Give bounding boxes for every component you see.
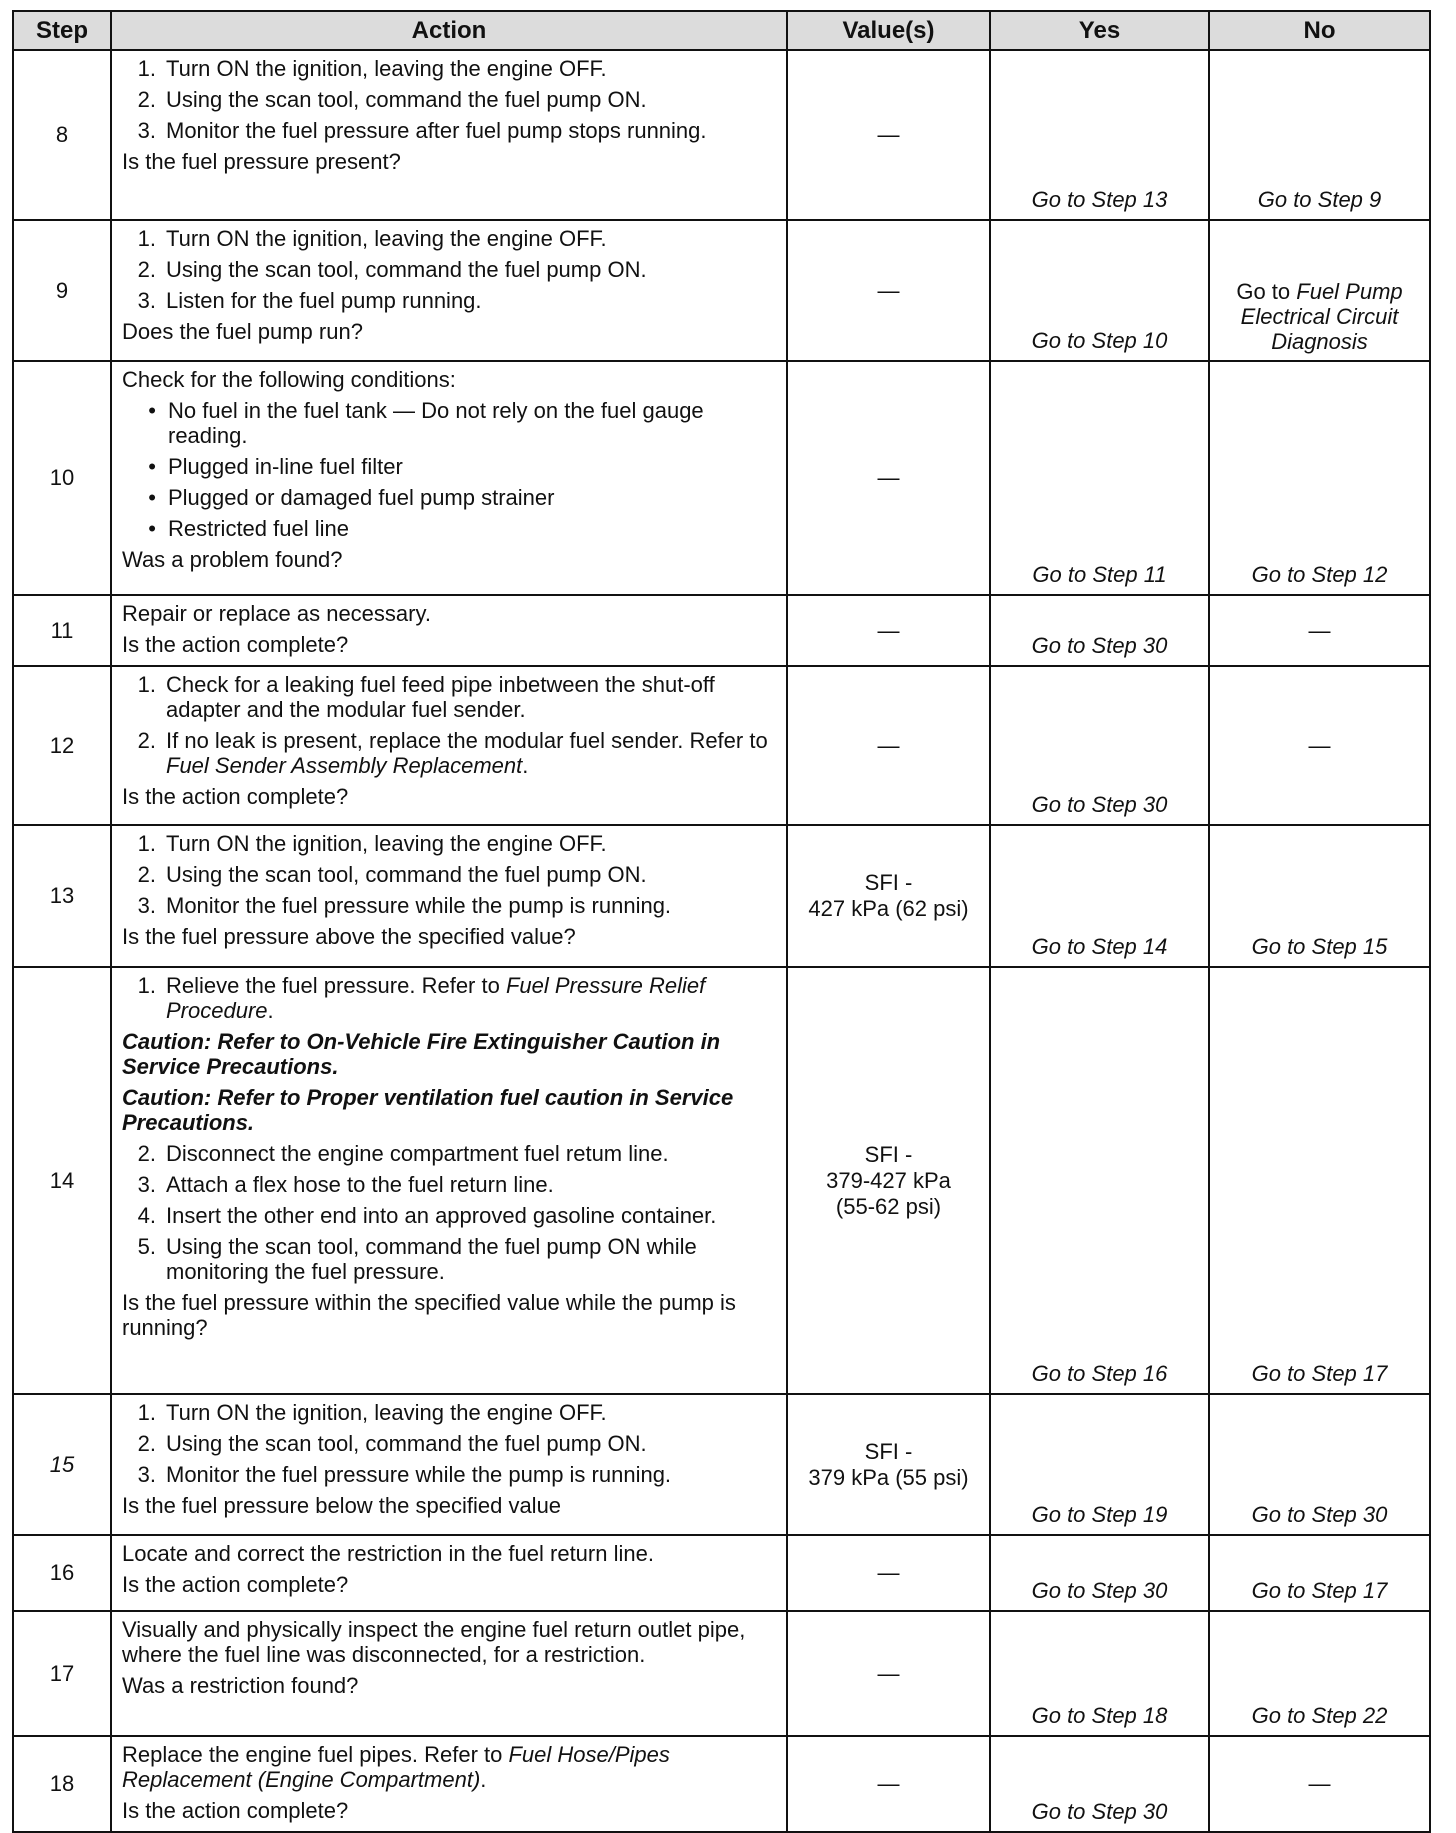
step-number: 13 <box>13 825 111 967</box>
no-link[interactable]: Go to Step 17 <box>1251 1578 1388 1603</box>
value-label: SFI - <box>864 1141 913 1167</box>
action-cell <box>111 1736 787 1832</box>
table-row <box>13 1736 1430 1832</box>
yes-link[interactable]: Go to Step 13 <box>1031 187 1168 212</box>
action-item: Turn ON the ignition, leaving the engine OFF. <box>166 226 607 251</box>
action-intro: Check for the following conditions: <box>122 367 456 392</box>
action-question: Is the action complete? <box>122 784 349 809</box>
no-cell <box>1209 825 1430 967</box>
step-number: 14 <box>13 967 111 1394</box>
header-action: Action <box>111 11 787 50</box>
yes-link[interactable]: Go to Step 30 <box>1031 1578 1168 1603</box>
action-item: Check for a leaking fuel feed pipe inbetween the shut-off adapter and the modular fuel sender. <box>166 672 715 722</box>
yes-cell <box>990 1736 1209 1832</box>
reference-link[interactable]: Fuel Sender Assembly Replacement <box>166 753 523 778</box>
action-question: Is the action complete? <box>122 632 349 657</box>
yes-cell <box>990 967 1209 1394</box>
header-row <box>13 11 1430 50</box>
value-cell: — <box>787 361 990 595</box>
header-values: Value(s) <box>787 11 990 50</box>
table-row <box>13 666 1430 825</box>
yes-cell <box>990 1394 1209 1535</box>
yes-link[interactable]: Go to Step 19 <box>1031 1502 1168 1527</box>
step-number: 15 <box>13 1394 111 1535</box>
table-row <box>13 1394 1430 1535</box>
diagnostic-table <box>12 10 1431 1833</box>
action-cell: 1. Check for a leaking fuel feed pipe inbetween the shut-off adapter and the modular fuel sender. 2. If no leak is present, replace the modular fuel sender. Refer to Fuel Sender Assembly Replacement. Is the action complete? <box>111 666 787 825</box>
yes-cell <box>990 361 1209 595</box>
value-cell: — <box>787 595 990 666</box>
no-link[interactable]: Go to Step 17 <box>1251 1361 1388 1386</box>
reference-link[interactable]: Fuel Pressure Relief Procedure <box>166 973 706 1023</box>
yes-cell <box>990 220 1209 361</box>
action-item: Disconnect the engine compartment fuel retum line. <box>166 1141 669 1166</box>
header-step: Step <box>13 11 111 50</box>
action-cell: 1. Relieve the fuel pressure. Refer to Fuel Pressure Relief Procedure. Caution: Refer to On-Vehicle Fire Extinguisher Caution in Service Precautions. Caution: Refer to Proper ventilation fuel caution in Service Precautions. 2. Disconnect the engine compartment fuel retum line. 3. Attach a flex hose to the fuel return line. 4. Insert the other end into an approved gasoline container. 5. Using the scan tool, command the fuel pump ON while monitoring the fuel pressure. Is the fuel pressure within the specified value while the pump is running? <box>111 967 787 1394</box>
no-dash: — <box>1308 1771 1331 1796</box>
step-number: 9 <box>13 220 111 361</box>
step-number: 16 <box>13 1535 111 1611</box>
action-item: If no leak is present, replace the modular fuel sender. Refer to Fuel Sender Assembly Replacement. <box>166 728 768 778</box>
action-item: Listen for the fuel pump running. <box>166 288 482 313</box>
step-number: 12 <box>13 666 111 825</box>
value-cell: — <box>787 50 990 220</box>
yes-cell <box>990 666 1209 825</box>
no-link[interactable]: Go to Step 22 <box>1251 1703 1388 1728</box>
yes-link[interactable]: Go to Step 11 <box>1032 562 1167 587</box>
action-line: Visually and physically inspect the engine fuel return outlet pipe, where the fuel line was disconnected, for a restriction. <box>122 1617 746 1667</box>
reference-link[interactable]: Fuel Hose/Pipes Replacement (Engine Compartment) <box>122 1742 670 1792</box>
condition-item: No fuel in the fuel tank — Do not rely on the fuel gauge reading. <box>168 398 704 448</box>
action-cell: 1. Turn ON the ignition, leaving the engine OFF. 2. Using the scan tool, command the fuel pump ON. 3. Listen for the fuel pump running. Does the fuel pump run? <box>111 220 787 361</box>
table-row <box>13 825 1430 967</box>
action-question: Is the fuel pressure below the specified value <box>122 1493 562 1518</box>
yes-link[interactable]: Go to Step 30 <box>1031 633 1168 658</box>
action-cell: 1. Turn ON the ignition, leaving the engine OFF. 2. Using the scan tool, command the fuel pump ON. 3. Monitor the fuel pressure while the pump is running. Is the fuel pressure above the specified value? <box>111 825 787 967</box>
yes-cell <box>990 1535 1209 1611</box>
yes-cell <box>990 1611 1209 1736</box>
no-cell <box>1209 50 1430 220</box>
yes-link[interactable]: Go to Step 18 <box>1031 1703 1168 1728</box>
no-cell <box>1209 967 1430 1394</box>
action-cell <box>111 1611 787 1736</box>
action-question: Was a restriction found? <box>122 1673 359 1698</box>
action-cell <box>111 595 787 666</box>
yes-link[interactable]: Go to Step 30 <box>1031 1799 1168 1824</box>
action-item: Monitor the fuel pressure while the pump is running. <box>166 893 672 918</box>
step-number: 10 <box>13 361 111 595</box>
action-item: Relieve the fuel pressure. Refer to Fuel Pressure Relief Procedure. <box>166 973 706 1023</box>
action-item: Turn ON the ignition, leaving the engine OFF. <box>166 1400 607 1425</box>
condition-item: Restricted fuel line <box>168 516 349 541</box>
header-no: No <box>1209 11 1430 50</box>
value-label: SFI - <box>864 870 913 895</box>
yes-link[interactable]: Go to Step 30 <box>1031 792 1168 817</box>
action-item: Using the scan tool, command the fuel pump ON. <box>166 257 647 282</box>
value-cell: — <box>787 1535 990 1611</box>
condition-item: Plugged in-line fuel filter <box>168 454 403 479</box>
action-question: Was a problem found? <box>122 547 343 572</box>
action-cell: 1. Turn ON the ignition, leaving the engine OFF. 2. Using the scan tool, command the fuel pump ON. 3. Monitor the fuel pressure while the pump is running. Is the fuel pressure below the specified value <box>111 1394 787 1535</box>
action-item: Using the scan tool, command the fuel pump ON while monitoring the fuel pressure. <box>166 1234 697 1284</box>
action-question: Is the fuel pressure above the specified value? <box>122 924 576 949</box>
action-question: Is the fuel pressure present? <box>122 149 401 174</box>
no-link[interactable]: Go to Fuel Pump Electrical Circuit Diagnosis <box>1236 279 1403 354</box>
value-spec: 427 kPa (62 psi) <box>808 896 969 921</box>
table-row <box>13 595 1430 666</box>
value-cell <box>787 967 990 1394</box>
action-cell: 1. Turn ON the ignition, leaving the engine OFF. 2. Using the scan tool, command the fuel pump ON. 3. Monitor the fuel pressure after fuel pump stops running. Is the fuel pressure present? <box>111 50 787 220</box>
action-item: Turn ON the ignition, leaving the engine OFF. <box>166 56 607 81</box>
no-link[interactable]: Go to Step 9 <box>1257 187 1382 212</box>
step-number: 17 <box>13 1611 111 1736</box>
header-yes: Yes <box>990 11 1209 50</box>
no-cell <box>1209 666 1430 825</box>
no-cell <box>1209 1611 1430 1736</box>
table-row <box>13 220 1430 361</box>
action-item: Monitor the fuel pressure while the pump is running. <box>166 1462 672 1487</box>
yes-link[interactable]: Go to Step 10 <box>1031 328 1168 353</box>
action-item: Monitor the fuel pressure after fuel pump stops running. <box>166 118 707 143</box>
table-row <box>13 361 1430 595</box>
no-dash: — <box>1308 732 1331 758</box>
action-question: Is the action complete? <box>122 1572 349 1597</box>
action-cell <box>111 1535 787 1611</box>
action-question: Is the fuel pressure within the specified value while the pump is running? <box>122 1290 736 1340</box>
action-item: Using the scan tool, command the fuel pump ON. <box>166 87 647 112</box>
action-item: Turn ON the ignition, leaving the engine OFF. <box>166 831 607 856</box>
action-question: Does the fuel pump run? <box>122 319 363 344</box>
no-link[interactable]: Go to Step 12 <box>1251 562 1388 587</box>
condition-item: Plugged or damaged fuel pump strainer <box>168 485 555 510</box>
step-number: 8 <box>13 50 111 220</box>
value-cell: — <box>787 1611 990 1736</box>
no-cell <box>1209 220 1430 361</box>
value-cell: — <box>787 220 990 361</box>
yes-cell <box>990 50 1209 220</box>
no-link[interactable]: Go to Step 15 <box>1251 934 1388 959</box>
yes-link[interactable]: Go to Step 14 <box>1031 934 1168 959</box>
yes-cell <box>990 595 1209 666</box>
action-cell: Check for the following conditions: • No fuel in the fuel tank — Do not rely on the fuel gauge reading. • Plugged in-line fuel filter • Plugged or damaged fuel pump strainer • Restricted fuel line Was a problem found? <box>111 361 787 595</box>
value-spec: 379 kPa (55 psi) <box>808 1464 969 1490</box>
value-spec: 379-427 kPa <box>826 1167 951 1193</box>
no-cell <box>1209 1736 1430 1832</box>
table-row <box>13 50 1430 220</box>
action-item: Using the scan tool, command the fuel pump ON. <box>166 1431 647 1456</box>
value-spec-psi: (55-62 psi) <box>835 1193 942 1219</box>
no-link[interactable]: Go to Step 30 <box>1251 1502 1388 1527</box>
action-line: Locate and correct the restriction in the fuel return line. <box>122 1541 654 1566</box>
no-cell <box>1209 1535 1430 1611</box>
step-number: 11 <box>13 595 111 666</box>
caution-note: Caution: Refer to Proper ventilation fuel caution in Service Precautions. <box>122 1085 734 1135</box>
table-row <box>13 1611 1430 1736</box>
value-cell <box>787 825 990 967</box>
action-item: Using the scan tool, command the fuel pump ON. <box>166 862 647 887</box>
value-cell: — <box>787 666 990 825</box>
action-item: Insert the other end into an approved gasoline container. <box>166 1203 717 1228</box>
value-cell <box>787 1394 990 1535</box>
yes-link[interactable]: Go to Step 16 <box>1031 1361 1168 1386</box>
table-row <box>13 967 1430 1394</box>
no-cell <box>1209 361 1430 595</box>
no-cell <box>1209 1394 1430 1535</box>
no-cell <box>1209 595 1430 666</box>
action-line: Replace the engine fuel pipes. Refer to Fuel Hose/Pipes Replacement (Engine Compartment). <box>122 1742 670 1792</box>
action-line: Repair or replace as necessary. <box>122 601 431 626</box>
value-label: SFI - <box>864 1438 913 1464</box>
step-number: 18 <box>13 1736 111 1832</box>
action-item: Attach a flex hose to the fuel return line. <box>166 1172 554 1197</box>
table-row <box>13 1535 1430 1611</box>
action-question: Is the action complete? <box>122 1798 349 1823</box>
caution-note: Caution: Refer to On-Vehicle Fire Extinguisher Caution in Service Precautions. <box>122 1029 721 1079</box>
no-dash: — <box>1308 617 1331 643</box>
value-cell: — <box>787 1736 990 1832</box>
yes-cell <box>990 825 1209 967</box>
